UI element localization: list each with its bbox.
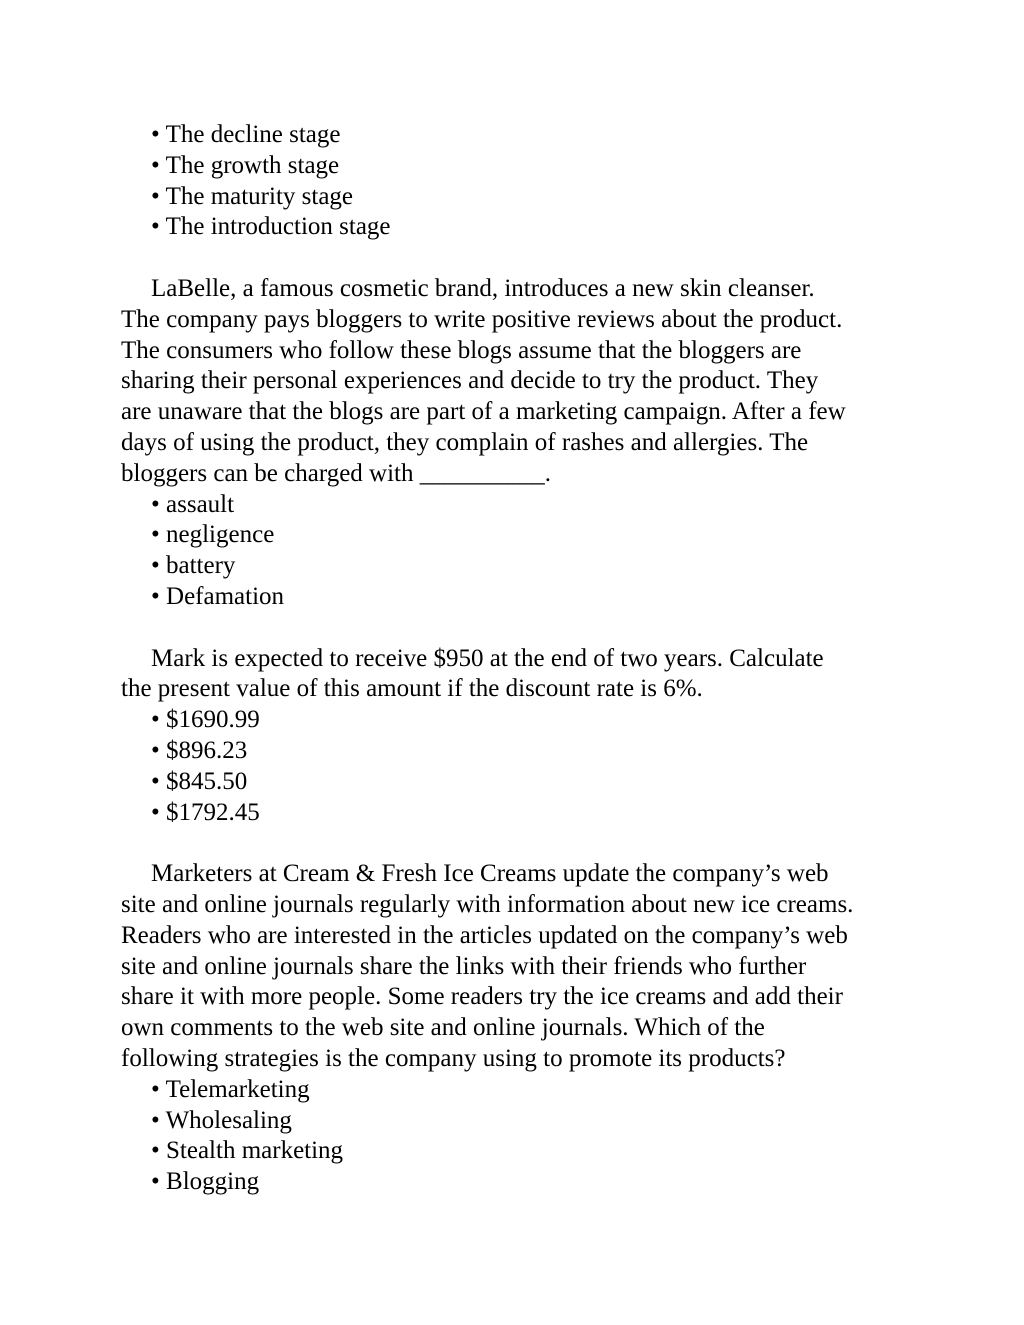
option-text: The growth stage: [165, 151, 340, 179]
text-line: sharing their personal experiences and decide to try the product. They: [121, 367, 819, 395]
option-item: [121, 1106, 921, 1137]
question-1: [121, 274, 921, 613]
bullet-icon: •: [151, 1168, 160, 1196]
question-2: [121, 644, 921, 829]
text-line: The consumers who follow these blogs assume that the bloggers are: [121, 336, 802, 364]
text-line: site and online journals share the links with their friends who further: [121, 952, 807, 980]
option-item: [121, 520, 921, 551]
option-text: $845.50: [166, 767, 248, 795]
bullet-icon: •: [151, 213, 160, 241]
bullet-icon: •: [151, 1137, 160, 1165]
option-item: [121, 120, 921, 151]
bullet-icon: •: [151, 706, 160, 734]
bullet-icon: •: [151, 582, 160, 610]
text-line: own comments to the web site and online journals. Which of the: [121, 1014, 765, 1042]
bullet-icon: •: [151, 552, 160, 580]
question-0-options: [121, 120, 921, 243]
question-3: [121, 859, 921, 1198]
question-1-text: [121, 274, 921, 490]
option-text: battery: [166, 552, 236, 580]
option-text: Stealth marketing: [166, 1137, 344, 1165]
option-text: The introduction stage: [165, 213, 391, 241]
spacer: [121, 613, 921, 644]
option-text: $896.23: [166, 736, 248, 764]
text-line: share it with more people. Some readers try the ice creams and add their: [121, 983, 843, 1011]
question-3-options: [121, 1075, 921, 1198]
option-text: negligence: [166, 521, 275, 549]
bullet-icon: •: [151, 121, 160, 148]
text-line: The company pays bloggers to write positive reviews about the product.: [121, 305, 843, 333]
option-item: [121, 736, 921, 767]
text-line: Readers who are interested in the articles updated on the company’s web: [121, 921, 848, 949]
bullet-icon: •: [151, 798, 160, 826]
option-item: [121, 767, 921, 798]
text-line: bloggers can be charged with __________.: [121, 459, 551, 487]
option-text: The decline stage: [165, 121, 341, 148]
text-line: Marketers at Cream & Fresh Ice Creams update the company’s web: [151, 860, 829, 888]
option-item: [121, 798, 921, 829]
option-item: [121, 182, 921, 213]
text-line: the present value of this amount if the discount rate is 6%.: [121, 675, 703, 703]
option-text: Defamation: [166, 582, 285, 610]
bullet-icon: •: [151, 736, 160, 764]
bullet-icon: •: [151, 490, 160, 518]
bullet-icon: •: [151, 151, 160, 179]
spacer: [121, 243, 921, 274]
text-line: are unaware that the blogs are part of a marketing campaign. After a few: [121, 398, 846, 426]
bullet-icon: •: [151, 521, 160, 549]
text-line: LaBelle, a famous cosmetic brand, introduces a new skin cleanser.: [151, 274, 815, 302]
option-item: [121, 1075, 921, 1106]
text-line: following strategies is the company using to promote its products?: [121, 1044, 786, 1072]
option-item: [121, 1167, 921, 1198]
option-text: Telemarketing: [165, 1075, 310, 1103]
question-3-text: [121, 859, 921, 1075]
option-text: Wholesaling: [165, 1106, 292, 1134]
text-line: days of using the product, they complain of rashes and allergies. The: [121, 428, 809, 456]
text-line: Mark is expected to receive $950 at the end of two years. Calculate: [151, 644, 824, 672]
option-item: [121, 551, 921, 582]
text-line: site and online journals regularly with information about new ice creams.: [121, 890, 854, 918]
option-text: Blogging: [166, 1168, 260, 1196]
document-page: [121, 120, 921, 1198]
question-1-options: [121, 490, 921, 613]
option-item: [121, 705, 921, 736]
bullet-icon: •: [151, 767, 160, 795]
spacer: [121, 828, 921, 859]
option-item: [121, 490, 921, 521]
question-2-options: [121, 705, 921, 828]
bullet-icon: •: [151, 182, 160, 210]
option-text: $1792.45: [166, 798, 260, 826]
bullet-icon: •: [151, 1106, 160, 1134]
option-text: The maturity stage: [165, 182, 354, 210]
option-item: [121, 151, 921, 182]
option-item: [121, 212, 921, 243]
option-item: [121, 1136, 921, 1167]
option-item: [121, 582, 921, 613]
option-text: $1690.99: [166, 706, 260, 734]
question-2-text: [121, 644, 921, 706]
option-text: assault: [166, 490, 235, 518]
bullet-icon: •: [151, 1075, 160, 1103]
